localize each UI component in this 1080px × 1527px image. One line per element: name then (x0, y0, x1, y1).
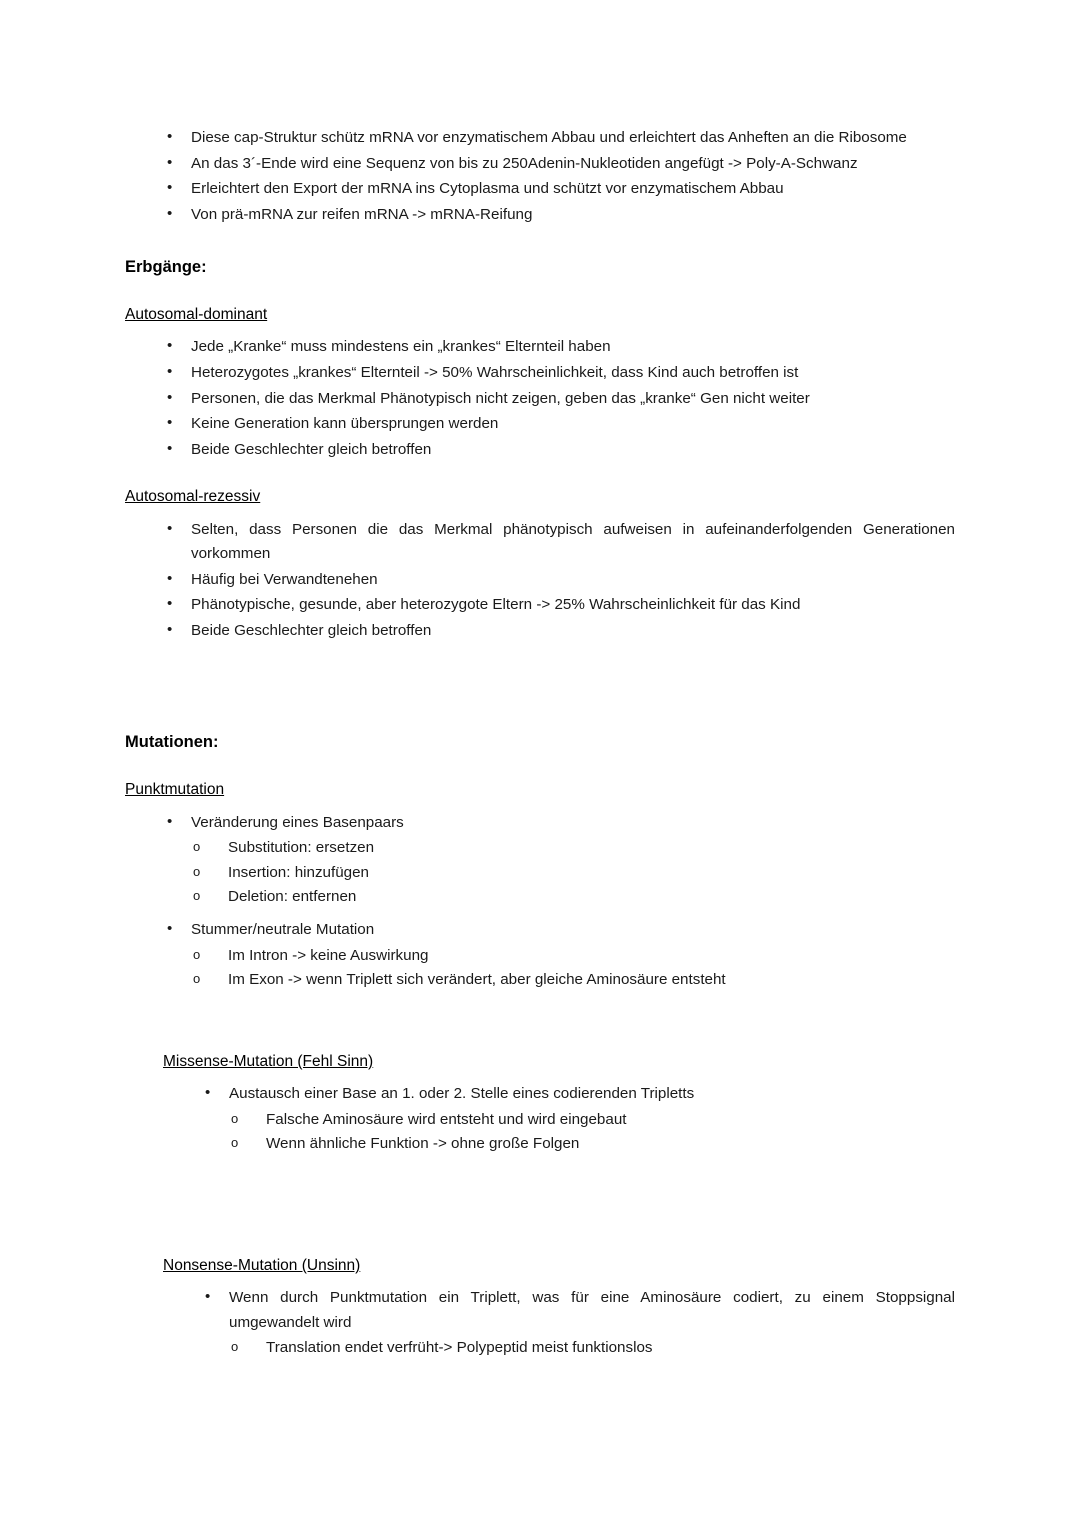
intro-bullet-list (125, 126, 955, 228)
list-item-text: Wenn durch Punktmutation ein Triplett, was für eine Aminosäure codiert, zu einem Stoppsignal umgewandelt wird (229, 1288, 955, 1331)
list-item (163, 177, 955, 202)
list-item (231, 1108, 955, 1133)
list-item (231, 1336, 955, 1361)
list-item-text: Deletion: entfernen (228, 888, 357, 906)
list-item-text: Erleichtert den Export der mRNA ins Cytoplasma und schützt vor enzymatischem Abbau (191, 180, 784, 198)
list-item-text: Personen, die das Merkmal Phänotypisch nicht zeigen, geben das „kranke“ Gen nicht weiter (191, 389, 810, 407)
spacer (125, 1157, 955, 1231)
spacer (125, 645, 955, 703)
list-item (163, 387, 955, 412)
list-item-text: Translation endet verfrüht-> Polypeptid meist funktionslos (266, 1339, 653, 1357)
list-item (193, 836, 955, 861)
list-item (201, 1286, 955, 1335)
list-item (163, 593, 955, 618)
punktmutation-sublist-2 (125, 944, 955, 993)
list-item (163, 152, 955, 177)
subsection-heading-punktmutation: Punktmutation (125, 781, 225, 799)
list-item-text: Heterozygotes „krankes“ Elternteil -> 50% Wahrscheinlichkeit, dass Kind auch betroffen ist (191, 363, 799, 381)
punktmutation-bullet-list-2 (125, 918, 955, 943)
autosomal-dominant-bullet-list (125, 335, 955, 462)
nonsense-sublist (125, 1336, 955, 1361)
list-item-text: Im Intron -> keine Auswirkung (228, 946, 429, 964)
subsection-heading-autosomal-rezessiv: Autosomal-rezessiv (125, 488, 261, 506)
list-item-text: Beide Geschlechter gleich betroffen (191, 622, 432, 640)
section-heading-mutationen: Mutationen: (125, 732, 219, 751)
subsection-heading-autosomal-dominant: Autosomal-dominant (125, 306, 268, 324)
punktmutation-bullet-list (125, 811, 955, 836)
subsection-heading-missense-mutation: Missense-Mutation (Fehl Sinn) (163, 1052, 374, 1070)
list-item-text: An das 3´-Ende wird eine Sequenz von bis zu 250Adenin-Nukleotiden angefügt -> Poly-A-Schwanz (191, 154, 858, 172)
list-item-text: Stummer/neutrale Mutation (191, 921, 375, 939)
list-item (163, 918, 955, 943)
missense-bullet-list (125, 1082, 955, 1107)
list-item (231, 1132, 955, 1157)
list-item (163, 335, 955, 360)
list-item-text: Phänotypische, gesunde, aber heterozygote Eltern -> 25% Wahrscheinlichkeit für das Kind (191, 596, 801, 614)
section-heading-erbgaenge: Erbgänge: (125, 257, 207, 276)
punktmutation-sublist-1 (125, 836, 955, 910)
list-item (163, 568, 955, 593)
list-item-text: Jede „Kranke“ muss mindestens ein „krankes“ Elternteil haben (191, 338, 611, 356)
list-item (163, 518, 955, 567)
list-item-text: Im Exon -> wenn Triplett sich verändert, aber gleiche Aminosäure entsteht (228, 971, 726, 989)
subsection-heading-nonsense-mutation: Nonsense-Mutation (Unsinn) (163, 1256, 361, 1274)
list-item-text: Veränderung eines Basenpaars (191, 813, 404, 831)
autosomal-rezessiv-bullet-list (125, 518, 955, 644)
list-item-text: Beide Geschlechter gleich betroffen (191, 440, 432, 458)
list-item (193, 944, 955, 969)
list-item-text: Insertion: hinzufügen (228, 863, 370, 881)
nonsense-bullet-list (125, 1286, 955, 1335)
list-item (163, 361, 955, 386)
list-item (163, 412, 955, 437)
spacer (125, 993, 955, 1027)
list-item (193, 861, 955, 886)
list-item-text: Von prä-mRNA zur reifen mRNA -> mRNA-Reifung (191, 205, 533, 223)
list-item-text: Falsche Aminosäure wird entsteht und wird eingebaut (266, 1110, 627, 1128)
missense-sublist (125, 1108, 955, 1157)
list-item (163, 203, 955, 228)
list-item-text: Selten, dass Personen die das Merkmal phänotypisch aufweisen in aufeinanderfolgenden Generationen vorkommen (191, 520, 955, 563)
list-item-text: Substitution: ersetzen (228, 839, 375, 857)
list-item (193, 968, 955, 993)
list-item (163, 619, 955, 644)
list-item-text: Keine Generation kann übersprungen werden (191, 415, 499, 433)
list-item-text: Diese cap-Struktur schütz mRNA vor enzymatischem Abbau und erleichtert das Anheften an die Ribosome (191, 129, 907, 146)
list-item (193, 885, 955, 910)
list-item-text: Wenn ähnliche Funktion -> ohne große Folgen (266, 1135, 580, 1153)
list-item (163, 126, 955, 151)
list-item-text: Häufig bei Verwandtenehen (191, 570, 378, 588)
list-item (163, 438, 955, 463)
list-item (201, 1082, 955, 1107)
document-body (125, 126, 955, 1361)
list-item-text: Austausch einer Base an 1. oder 2. Stelle eines codierenden Tripletts (229, 1085, 695, 1102)
list-item (163, 811, 955, 836)
